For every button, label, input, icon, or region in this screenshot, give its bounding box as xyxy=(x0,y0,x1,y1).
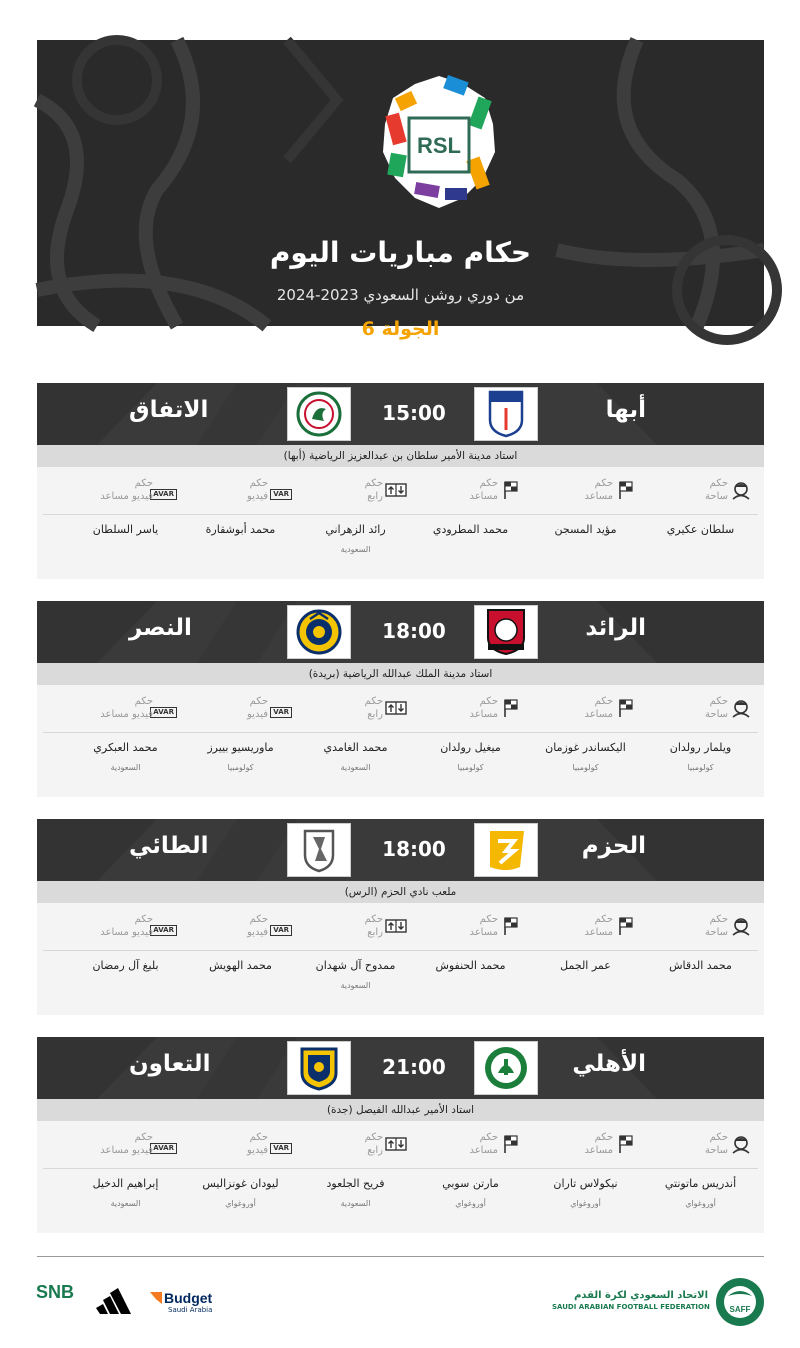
avar-icon-label: AVAR xyxy=(150,1143,177,1154)
referee-cell xyxy=(298,1169,413,1233)
role-cell xyxy=(413,1121,528,1168)
referee-name: فريح الجلعود xyxy=(326,1177,385,1190)
budget-sub-text: Saudi Arabia xyxy=(168,1306,213,1314)
role-title: حكم xyxy=(479,478,498,489)
referee-name: محمد الحنفوش xyxy=(435,959,506,972)
role-title: حكم xyxy=(479,696,498,707)
header-banner xyxy=(37,40,764,340)
match-card xyxy=(37,1037,764,1233)
referee-cell xyxy=(528,515,643,579)
referee-name: أندريس ماتونتي xyxy=(664,1177,737,1190)
role-type: فيديو مساعد xyxy=(100,927,153,938)
referee-nationality: كولومبيا xyxy=(687,763,714,772)
role-cell xyxy=(413,903,528,950)
referee-cell xyxy=(183,733,298,797)
home-team-badge xyxy=(474,605,538,659)
role-title: حكم xyxy=(709,1132,728,1143)
role-label xyxy=(365,1131,383,1157)
match-card xyxy=(37,601,764,797)
role-type: رابع xyxy=(367,491,383,502)
referee-row xyxy=(43,733,758,797)
venue-label: استاد مدينة الأمير سلطان بن عبدالعزيز الرياضية (أبها) xyxy=(37,445,764,467)
saff-logo xyxy=(714,1276,766,1332)
role-type: رابع xyxy=(367,927,383,938)
role-cell xyxy=(183,685,298,732)
flag-icon xyxy=(500,481,522,499)
referee-cell xyxy=(643,951,758,1015)
role-type: فيديو مساعد xyxy=(100,1145,153,1156)
var-icon-label: VAR xyxy=(270,925,292,936)
home-team-name: الحزم xyxy=(581,833,646,859)
role-title: حكم xyxy=(364,478,383,489)
away-team-badge xyxy=(287,605,351,659)
role-cell xyxy=(643,1121,758,1168)
var-icon-label: VAR xyxy=(270,707,292,718)
referee-cell xyxy=(643,515,758,579)
referee-name: محمد الدقاش xyxy=(669,959,732,972)
footer-divider xyxy=(37,1256,764,1257)
referee-name: محمد المطرودي xyxy=(432,523,509,536)
away-team-badge xyxy=(287,387,351,441)
referee-cell xyxy=(643,1169,758,1233)
role-type: فيديو xyxy=(247,709,268,720)
kickoff-time: 18:00 xyxy=(382,837,446,861)
referee-nationality: أوروغواي xyxy=(455,1199,486,1208)
role-title: حكم xyxy=(594,696,613,707)
match-card xyxy=(37,819,764,1015)
referee-cell xyxy=(298,951,413,1015)
role-label xyxy=(469,477,498,503)
role-label xyxy=(100,913,153,939)
referee-name: بليغ آل رمضان xyxy=(92,959,159,972)
referee-panel xyxy=(37,467,764,579)
referee-name: سلطان عكيري xyxy=(666,523,735,536)
flag-icon xyxy=(615,1135,637,1153)
role-title: حكم xyxy=(479,1132,498,1143)
referee-name: ياسر السلطان xyxy=(92,523,159,536)
avar-icon xyxy=(150,699,177,717)
referee-name: ممدوح آل شهدان xyxy=(315,959,396,972)
role-type: مساعد xyxy=(584,709,613,720)
role-type: مساعد xyxy=(469,491,498,502)
adidas-logo xyxy=(98,1288,136,1318)
role-label xyxy=(584,913,613,939)
role-row xyxy=(43,903,758,951)
role-type: رابع xyxy=(367,1145,383,1156)
role-type: فيديو xyxy=(247,1145,268,1156)
referee-name: عمر الجمل xyxy=(560,959,611,972)
role-label xyxy=(247,477,268,503)
match-header xyxy=(37,819,764,881)
match-header xyxy=(37,1037,764,1099)
role-label xyxy=(365,477,383,503)
match-header xyxy=(37,601,764,663)
home-team-name: أبها xyxy=(605,397,646,423)
role-type: مساعد xyxy=(584,927,613,938)
referee-nationality: السعودية xyxy=(110,1199,141,1208)
avar-icon xyxy=(150,1135,177,1153)
role-type: رابع xyxy=(367,709,383,720)
kickoff-time: 15:00 xyxy=(382,401,446,425)
referee-face-icon xyxy=(730,699,752,717)
referee-row xyxy=(43,1169,758,1233)
budget-mark-icon xyxy=(150,1292,162,1304)
referee-name: اليكساندر غوزمان xyxy=(545,741,626,754)
referee-cell xyxy=(528,1169,643,1233)
role-cell xyxy=(68,903,183,950)
role-label xyxy=(100,477,153,503)
role-title: حكم xyxy=(594,1132,613,1143)
referee-cell xyxy=(298,515,413,579)
referee-nationality: السعودية xyxy=(340,545,371,554)
role-cell xyxy=(643,467,758,514)
role-title: حكم xyxy=(134,914,153,925)
referee-cell xyxy=(528,951,643,1015)
away-team-name: الاتفاق xyxy=(129,397,209,423)
referee-cell xyxy=(68,1169,183,1233)
referee-face-icon xyxy=(730,481,752,499)
role-title: حكم xyxy=(249,478,268,489)
role-title: حكم xyxy=(709,696,728,707)
referee-name: محمد العبكري xyxy=(93,741,158,754)
referee-name: محمد الغامدي xyxy=(323,741,388,754)
referee-nationality: السعودية xyxy=(340,981,371,990)
referee-name: محمد الهويش xyxy=(209,959,272,972)
role-row xyxy=(43,685,758,733)
substitution-board-icon xyxy=(385,917,407,935)
home-team-badge xyxy=(474,1041,538,1095)
avar-icon-label: AVAR xyxy=(150,489,177,500)
home-team-badge-icon xyxy=(484,608,528,656)
role-cell xyxy=(183,903,298,950)
role-label xyxy=(365,913,383,939)
home-team-badge xyxy=(474,387,538,441)
flag-icon xyxy=(615,699,637,717)
referee-name: ماوريسيو بييرز xyxy=(207,741,274,754)
match-header xyxy=(37,383,764,445)
referee-name: نيكولاس تاران xyxy=(553,1177,618,1190)
referee-nationality: السعودية xyxy=(110,763,141,772)
home-team-name: الأهلي xyxy=(572,1051,646,1077)
referee-cell xyxy=(68,515,183,579)
role-type: فيديو xyxy=(247,927,268,938)
role-cell xyxy=(298,903,413,950)
role-title: حكم xyxy=(479,914,498,925)
role-type: فيديو مساعد xyxy=(100,709,153,720)
referee-panel xyxy=(37,685,764,797)
referee-cell xyxy=(413,1169,528,1233)
role-cell xyxy=(183,467,298,514)
referee-panel xyxy=(37,903,764,1015)
role-type: مساعد xyxy=(469,709,498,720)
role-label xyxy=(705,477,728,503)
home-team-badge-icon xyxy=(484,827,528,873)
saff-text: SAFF xyxy=(729,1305,751,1314)
kickoff-time: 21:00 xyxy=(382,1055,446,1079)
away-team-badge-icon xyxy=(296,391,342,437)
role-label xyxy=(469,695,498,721)
role-cell xyxy=(298,467,413,514)
referee-name: مؤيد المسجن xyxy=(554,523,617,536)
avar-icon-label: AVAR xyxy=(150,925,177,936)
venue-label: استاد مدينة الملك عبدالله الرياضية (بريدة) xyxy=(37,663,764,685)
role-cell xyxy=(528,467,643,514)
snb-logo-text: SNB xyxy=(36,1282,75,1302)
referee-name: ويلمار رولدان xyxy=(669,741,732,754)
venue-label: ملعب نادي الحزم (الرس) xyxy=(37,881,764,903)
substitution-board-icon xyxy=(385,481,407,499)
referee-panel xyxy=(37,1121,764,1233)
flag-icon xyxy=(500,1135,522,1153)
role-label xyxy=(247,695,268,721)
referee-nationality: السعودية xyxy=(340,763,371,772)
avar-icon xyxy=(150,481,177,499)
role-type: فيديو مساعد xyxy=(100,491,153,502)
referee-name: مارتن سوبي xyxy=(442,1177,499,1190)
role-row xyxy=(43,1121,758,1169)
substitution-board-icon xyxy=(385,699,407,717)
role-label xyxy=(247,913,268,939)
role-cell xyxy=(68,685,183,732)
role-title: حكم xyxy=(249,914,268,925)
role-type: ساحة xyxy=(705,491,728,502)
saff-emblem-icon xyxy=(714,1276,766,1328)
role-cell xyxy=(643,685,758,732)
referee-name: إبراهيم الدخيل xyxy=(92,1177,159,1190)
referee-cell xyxy=(413,515,528,579)
role-label xyxy=(584,477,613,503)
federation-name xyxy=(552,1290,708,1311)
role-cell xyxy=(413,685,528,732)
venue-label: استاد الأمير عبدالله الفيصل (جدة) xyxy=(37,1099,764,1121)
role-title: حكم xyxy=(134,696,153,707)
role-title: حكم xyxy=(709,914,728,925)
referee-nationality: أوروغواي xyxy=(570,1199,601,1208)
referee-nationality: كولومبيا xyxy=(227,763,254,772)
away-team-badge xyxy=(287,1041,351,1095)
home-team-badge xyxy=(474,823,538,877)
role-label xyxy=(584,695,613,721)
referee-cell xyxy=(528,733,643,797)
role-cell xyxy=(413,467,528,514)
flag-icon xyxy=(500,917,522,935)
away-team-name: الطائي xyxy=(129,833,209,859)
role-cell xyxy=(528,1121,643,1168)
role-title: حكم xyxy=(364,1132,383,1143)
referee-nationality: كولومبيا xyxy=(457,763,484,772)
role-title: حكم xyxy=(134,478,153,489)
role-cell xyxy=(298,1121,413,1168)
role-label xyxy=(584,1131,613,1157)
away-team-badge-icon xyxy=(298,1045,340,1091)
referee-face-icon xyxy=(730,1135,752,1153)
avar-icon xyxy=(150,917,177,935)
referee-name: رائد الزهراني xyxy=(325,523,386,536)
role-label xyxy=(100,1131,153,1157)
role-cell xyxy=(68,467,183,514)
role-title: حكم xyxy=(709,478,728,489)
role-cell xyxy=(183,1121,298,1168)
role-title: حكم xyxy=(249,1132,268,1143)
role-label xyxy=(705,913,728,939)
referee-cell xyxy=(183,951,298,1015)
flag-icon xyxy=(615,481,637,499)
avar-icon-label: AVAR xyxy=(150,707,177,718)
role-type: مساعد xyxy=(469,927,498,938)
var-icon xyxy=(270,699,292,717)
away-team-badge xyxy=(287,823,351,877)
role-cell xyxy=(68,1121,183,1168)
role-cell xyxy=(528,685,643,732)
page-title: حكام مباريات اليوم xyxy=(269,236,532,269)
var-icon xyxy=(270,1135,292,1153)
home-team-badge-icon xyxy=(486,390,526,438)
away-team-name: التعاون xyxy=(129,1051,211,1077)
role-label xyxy=(100,695,153,721)
role-cell xyxy=(528,903,643,950)
role-cell xyxy=(643,903,758,950)
referee-nationality: السعودية xyxy=(340,1199,371,1208)
budget-logo xyxy=(150,1290,212,1314)
role-type: مساعد xyxy=(584,1145,613,1156)
referee-cell xyxy=(643,733,758,797)
referee-name: محمد أبوشقارة xyxy=(205,523,276,536)
rsl-logo-text: RSL xyxy=(417,133,461,158)
referee-cell xyxy=(298,733,413,797)
substitution-board-icon xyxy=(385,1135,407,1153)
role-row xyxy=(43,467,758,515)
role-title: حكم xyxy=(594,914,613,925)
flag-icon xyxy=(615,917,637,935)
federation-name-en: SAUDI ARABIAN FOOTBALL FEDERATION xyxy=(552,1303,710,1311)
var-icon-label: VAR xyxy=(270,489,292,500)
referee-cell xyxy=(68,951,183,1015)
role-label xyxy=(365,695,383,721)
role-type: مساعد xyxy=(469,1145,498,1156)
role-cell xyxy=(298,685,413,732)
page-subtitle: من دوري روشن السعودي 2023-2024 xyxy=(276,286,525,304)
var-icon xyxy=(270,917,292,935)
flag-icon xyxy=(500,699,522,717)
role-label xyxy=(705,1131,728,1157)
role-title: حكم xyxy=(364,914,383,925)
home-team-badge-icon xyxy=(483,1045,529,1091)
var-icon xyxy=(270,481,292,499)
kickoff-time: 18:00 xyxy=(382,619,446,643)
round-label: الجولة 6 xyxy=(361,318,440,340)
home-team-name: الرائد xyxy=(585,615,646,641)
referee-cell xyxy=(68,733,183,797)
rsl-logo xyxy=(375,68,503,228)
referee-cell xyxy=(413,951,528,1015)
role-type: ساحة xyxy=(705,709,728,720)
role-title: حكم xyxy=(249,696,268,707)
referee-name: ميغيل رولدان xyxy=(440,741,501,754)
role-label xyxy=(469,913,498,939)
referee-nationality: أوروغواي xyxy=(685,1199,716,1208)
away-team-badge-icon xyxy=(299,827,339,873)
match-card xyxy=(37,383,764,579)
role-type: فيديو xyxy=(247,491,268,502)
snb-logo xyxy=(36,1282,74,1303)
referee-nationality: أوروغواي xyxy=(225,1199,256,1208)
referee-row xyxy=(43,951,758,1015)
var-icon-label: VAR xyxy=(270,1143,292,1154)
referee-name: ليودان غونزاليس xyxy=(202,1177,279,1190)
referee-cell xyxy=(183,1169,298,1233)
referee-cell xyxy=(413,733,528,797)
role-label xyxy=(469,1131,498,1157)
role-type: ساحة xyxy=(705,927,728,938)
away-team-name: النصر xyxy=(129,615,192,641)
federation-name-ar: الاتحاد السعودي لكرة القدم xyxy=(574,1290,708,1301)
referee-cell xyxy=(183,515,298,579)
referee-row xyxy=(43,515,758,579)
role-type: مساعد xyxy=(584,491,613,502)
role-title: حكم xyxy=(134,1132,153,1143)
role-type: ساحة xyxy=(705,1145,728,1156)
referee-face-icon xyxy=(730,917,752,935)
away-team-badge-icon xyxy=(296,609,342,655)
adidas-stripes-icon xyxy=(98,1288,136,1314)
role-label xyxy=(705,695,728,721)
role-title: حكم xyxy=(594,478,613,489)
referee-nationality: كولومبيا xyxy=(572,763,599,772)
role-label xyxy=(247,1131,268,1157)
role-title: حكم xyxy=(364,696,383,707)
budget-logo-text: Budget xyxy=(164,1290,213,1306)
